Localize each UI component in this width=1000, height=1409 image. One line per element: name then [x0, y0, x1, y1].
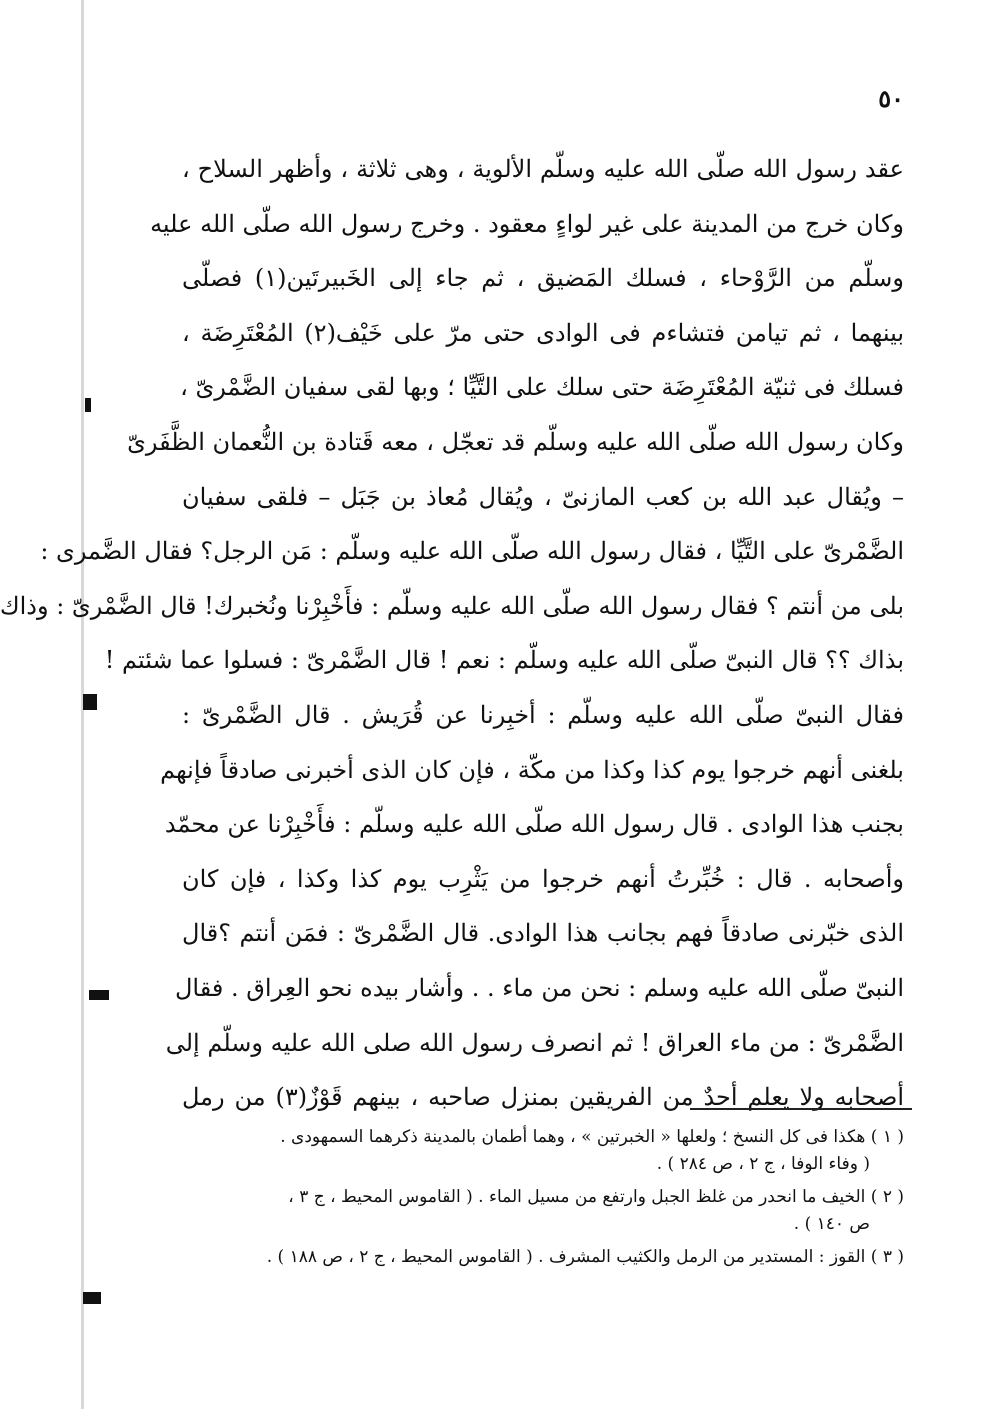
- margin-mark: [85, 398, 91, 412]
- main-text: [0, 142, 905, 1125]
- text-line: بذاك ؟؟ قال النبىّ صلّى الله عليه وسلّم : نعم ! قال الضَّمْرىّ : فسلوا عما شئتم !: [104, 646, 904, 675]
- text-line: بلى من أنتم ؟ فقال رسول الله صلّى الله عليه وسلّم : فأَخْبِرْنا ونُخبرك! قال الضَّمْرىّ : وذاك: [0, 591, 904, 620]
- text-line: وكان خرج من المدينة على غير لواءٍ معقود . وخرج رسول الله صلّى الله عليه: [150, 209, 904, 238]
- footnote-1-line-2: ( وفاء الوفا ، ج ٢ ، ص ٢٨٤ ) .: [656, 1154, 870, 1174]
- footnote-divider: [690, 1108, 912, 1110]
- margin-mark: [83, 694, 97, 710]
- text-line: فقال النبىّ صلّى الله عليه وسلّم : أخبِرنا عن قُرَيش . قال الضَّمْرىّ :: [182, 700, 904, 729]
- text-line: وأصحابه . قال : خُبِّرتُ أنهم خرجوا من يَثْرِب يوم كذا وكذا ، فإن كان: [182, 864, 904, 893]
- footnote-3-line-1: ( ٣ ) القوز : المستدير من الرمل والكثيب المشرف . ( القاموس المحيط ، ج ٢ ، ص ١٨٨ ) .: [266, 1247, 904, 1267]
- text-line: عقد رسول الله صلّى الله عليه وسلّم الألوية ، وهى ثلاثة ، وأظهر السلاح ،: [182, 155, 904, 183]
- text-line: بلغنى أنهم خرجوا يوم كذا وكذا من مكّة ، فإن كان الذى أخبرنى صادقاً فإنهم: [160, 755, 904, 784]
- text-line: وسلّم من الرَّوْحاء ، فسلك المَضيق ، ثم جاء إلى الخَبيرتَين(١) فصلّى: [182, 264, 905, 293]
- footnote-2-line-1: ( ٢ ) الخيف ما انحدر من غلظ الجبل وارتفع من مسيل الماء . ( القاموس المحيط ، ج ٣ ،: [288, 1187, 904, 1207]
- text-line: الضَّمْرىّ على التَّيِّا ، فقال رسول الله صلّى الله عليه وسلّم : مَن الرجل؟ فقال الضَّمرى :: [40, 537, 904, 566]
- footnote-2-line-2: ص ١٤٠ ) .: [793, 1214, 870, 1234]
- page-number: ٥٠: [878, 84, 904, 113]
- text-line: الذى خبّرنى صادقاً فهم بجانب هذا الوادى. قال الضَّمْرىّ : فمَن أنتم ؟قال: [182, 919, 904, 948]
- margin-mark: [83, 1292, 101, 1304]
- text-line: فسلك فى ثنيّة المُعْتَرِضَة حتى سلك على التَّيِّا ؛ وبها لقى سفيان الضَّمْرىّ ،: [180, 373, 904, 402]
- text-line: بجنب هذا الوادى . قال رسول الله صلّى الله عليه وسلّم : فأَخْبِرْنا عن محمّد: [164, 810, 904, 839]
- text-line: – ويُقال عبد الله بن كعب المازنىّ ، ويُقال مُعاذ بن جَبَل – فلقى سفيان: [182, 482, 904, 511]
- margin-mark: [89, 990, 109, 1000]
- footnotes: [180, 1124, 904, 1271]
- text-line: الضَّمْرىّ : من ماء العراق ! ثم انصرف رسول الله صلى الله عليه وسلّم إلى: [165, 1028, 904, 1057]
- text-line: بينهما ، ثم تيامن فتشاءم فى الوادى حتى مرّ على خَيْف(٢) المُعْتَرِضَة ،: [182, 318, 904, 347]
- text-line: أصحابه ولا يعلم أحدٌ من الفريقين بمنزل صاحبه ، بينهم قَوْزٌ(٣) من رمل: [182, 1083, 904, 1112]
- text-line: وكان رسول الله صلّى الله عليه وسلّم قد تعجّل ، معه قَتادة بن النُّعمان الظَّفَرىّ: [127, 427, 904, 456]
- footnote-1-line-1: ( ١ ) هكذا فى كل النسخ ؛ ولعلها « الخبرتين » ، وهما أطمان بالمدينة ذكرهما السمهودى .: [280, 1127, 904, 1147]
- text-line: النبىّ صلّى الله عليه وسلم : نحن من ماء . . وأشار بيده نحو العِراق . فقال: [174, 973, 904, 1002]
